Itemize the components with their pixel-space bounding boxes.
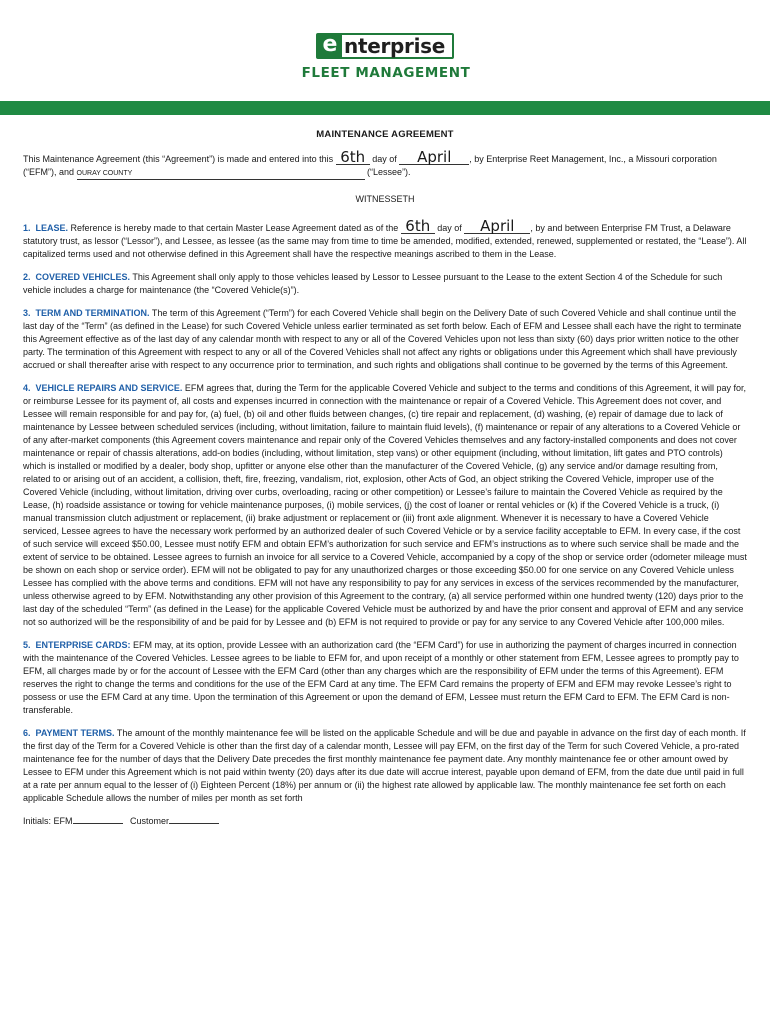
section-covered-vehicles-heading: 2. COVERED VEHICLES.: [23, 272, 131, 282]
lease-day-field[interactable]: 6th: [401, 220, 435, 234]
logo-subtitle: FLEET MANAGEMENT: [301, 65, 471, 81]
initials-efm-field[interactable]: [73, 823, 123, 824]
section-term-termination-text: The term of this Agreement (“Term”) for each Covered Vehicle shall begin on the Delivery Date of such Covered Vehicle and shall continue until the last day of the “Term” (as defined in the Lease) for such Covered Vehicle unless earlier terminated as set forth below. Each of EFM and Lessee shall each have the right to terminate this Agreement effective as of the last day of any calendar month with respect to any or all of the Covered Vehicles upon not less than sixty (60) days prior written notice to the other party. The termination of this Agreement with respect to any or all of the Covered Vehicles shall not affect any rights or obligations under this Agreement which shall have previously accrued or shall thereafter arise with respect to any occurrence prior to termination, and such rights and obligations shall continue to be governed by the terms of this Agreement.: [23, 308, 742, 370]
intro-paragraph: [23, 148, 747, 180]
section-payment-terms-text: The amount of the monthly maintenance fee will be listed on the applicable Schedule and will be due and payable in advance on the first day of each month. If the first day of the Term for a Covered Vehicle is other than the first day of a calendar month, Lessee will pay EFM, on the first day of the Term for such Covered Vehicle, a pro-rated maintenance fee for the number of days that the Delivery Date precedes the first monthly maintenance fee payment date. Any monthly maintenance fee or other amount owed by Lessee to EFM under this Agreement which is not paid within twenty (20) days after its due date will accrue interest, payable upon demand of EFM, from the date due until paid in full at a rate per annum equal to the lesser of (i) Eighteen Percent (18%) per annum or (ii) the highest rate allowed by applicable law. The monthly maintenance fee set forth on each applicable Schedule allows the number of miles per month as set forth: [23, 728, 746, 803]
section-vehicle-repairs-text: EFM agrees that, during the Term for the applicable Covered Vehicle and subject to the terms and conditions of this Agreement, it will pay for, or reimburse Lessee for its payment of, all costs and expenses incurred in connection with the maintenance or repair of a Covered Vehicle. This Agreement does not cover, and Lessee will remain responsible for and pay for, (a) fuel, (b) oil and other fluids between changes, (c) tire repair and replacement, (d) washing, (e) repair of damage due to lack of maintenance by Lessee between scheduled services (including, without limitation, failure to maintain fluid levels), (f) maintenance or repair of any alterations to a Covered Vehicle or of any after-market components (this Agreement covers maintenance and repair only of the Covered Vehicles themselves and any factory-installed components and does not cover maintenance or repair of chassis alterations, add-on bodies (including, without limitation, step vans) or other equipment (including, without limitation, lift gates and PTO controls) which is installed or modified by a dealer, body shop, upfitter or anyone else other than the manufacturer of the Covered Vehicle, (g) any service and/or damage resulting from, related to or arising out of an accident, a collision, theft, fire, freezing, vandalism, riot, explosion, other Acts of God, an object striking the Covered Vehicle, improper use of the Covered Vehicle (including, without limitation, driving over curbs, overloading, racing or other competition) or Lessee’s failure to maintain the Covered Vehicle as required by the Lease, (h) roadside assistance or towing for vehicle maintenance purposes, (i) mobile services, (j) the cost of loaner or rental vehicles or (k) if the Covered Vehicle is a truck, (i) manual transmission clutch adjustment or replacement, (ii) brake adjustment or replacement or (iii) front axle alignment. Whenever it is necessary to have a Covered Vehicle serviced, Lessee agrees to have the necessary work performed by an authorized dealer of such Covered Vehicle or by a service facility acceptable to EFM. In every case, if the cost of such service will exceed $50.00, Lessee must notify EFM and obtain EFM’s authorization for such service and EFM’s instructions as to where such service shall be made and the extent of service to be obtained. Lessee agrees to furnish an invoice for all service to a Covered Vehicle, accompanied by a copy of the shop or service order (odometer mileage must be shown on each shop or service order). EFM will not be obligated to pay for any unauthorized charges or those exceeding $50.00 for one service on any Covered Vehicle unless Lessee has complied with the above terms and conditions. EFM will not have any responsibility to pay for any services in excess of the services recommended by the manufacturer, unless otherwise agreed to by EFM. Notwithstanding any other provision of this Agreement to the contrary, (a) all service performed within one hundred twenty (120) days prior to the last day of the scheduled “Term” (as defined in the Lease) for the applicable Covered Vehicle must be authorized by and have the prior consent and approval of EFM and any service not so authorized will be the responsibility of and be paid for by Lessee and (b) EFM is not required to provide or pay for any service to any Covered Vehicle after 100,000 miles.: [23, 383, 747, 627]
section-covered-vehicles: [23, 271, 747, 297]
section-lease-text-1: Reference is hereby made to that certain Master Lease Agreement dated as of the: [70, 223, 399, 233]
section-enterprise-cards: [23, 639, 747, 717]
header-band: [0, 101, 770, 115]
lessee-name-field[interactable]: OURAY COUNTY: [77, 168, 365, 180]
intro-text-1: This Maintenance Agreement (this “Agreement”) is made and entered into this: [23, 154, 334, 164]
lease-month-field[interactable]: April: [464, 220, 530, 234]
section-payment-terms-heading: 6. PAYMENT TERMS.: [23, 728, 115, 738]
intro-text-3: , by Enterprise Reet Management, Inc., a Missouri corporation (“EFM”), and: [23, 154, 717, 177]
section-covered-vehicles-text: This Agreement shall only apply to those vehicles leased by Lessor to Lessee pursuant to the Lease to the extent Section 4 of the Schedule for such vehicle includes a charge for maintenance (the “Covered Vehicle(s)”).: [23, 272, 723, 295]
enterprise-logo: [316, 33, 454, 59]
section-term-termination-heading: 3. TERM AND TERMINATION.: [23, 308, 150, 318]
intro-text-4: (“Lessee”).: [367, 167, 411, 177]
initials-line: [23, 815, 747, 828]
section-enterprise-cards-heading: 5. ENTERPRISE CARDS:: [23, 640, 131, 650]
initials-customer-label: Customer: [130, 816, 170, 826]
section-vehicle-repairs: [23, 382, 747, 629]
intro-day-field[interactable]: 6th: [336, 151, 370, 165]
section-term-termination: [23, 307, 747, 372]
intro-text-2: day of: [372, 154, 397, 164]
section-lease: [23, 217, 747, 261]
logo-e-mark: e: [318, 35, 342, 57]
section-payment-terms: [23, 727, 747, 805]
section-lease-text-3: , by and between Enterprise FM Trust, a Delaware statutory trust, as lessor (“Lessor”), and Lessee, as lessee (as the same may from time to time be amended, modified, extended, renewed, supplemented or restated, the “Lease”). All capitalized terms used and not otherwise defined in this Agreement shall have the respective meanings ascribed to them in the Lease.: [23, 223, 747, 259]
initials-customer-field[interactable]: [169, 823, 219, 824]
intro-month-field[interactable]: April: [399, 151, 469, 165]
section-lease-text-2: day of: [437, 223, 462, 233]
letterhead: [0, 0, 770, 100]
section-enterprise-cards-text: EFM may, at its option, provide Lessee with an authorization card (the “EFM Card”) for use in authorizing the payment of charges incurred in connection with the maintenance of the Covered Vehicles. Lessee agrees to be liable to EFM for, and upon receipt of a monthly or other statement from EFM, Lessee agrees to promptly pay to EFM, all charges made by or for the account of Lessee with the EFM Card (other than any charges which are the responsibility of EFM under the terms of this Agreement). EFM reserves the right to change the terms and conditions for the use of the EFM Card at any time. The EFM Card remains the property of EFM and EFM may revoke Lessee’s right to possess or use the EFM Card at any time. Upon the termination of this Agreement or upon the demand of EFM, Lessee must return the EFM Card to EFM. The EFM Card is non-transferable.: [23, 640, 739, 715]
witnesseth-heading: WITNESSETH: [355, 194, 415, 204]
section-vehicle-repairs-heading: 4. VEHICLE REPAIRS AND SERVICE.: [23, 383, 183, 393]
initials-efm-label: Initials: EFM: [23, 816, 73, 826]
section-lease-heading: 1. LEASE.: [23, 223, 69, 233]
document-body: [23, 128, 747, 828]
logo-wordmark: nterprise: [344, 34, 446, 58]
document-title: MAINTENANCE AGREEMENT: [316, 129, 454, 140]
